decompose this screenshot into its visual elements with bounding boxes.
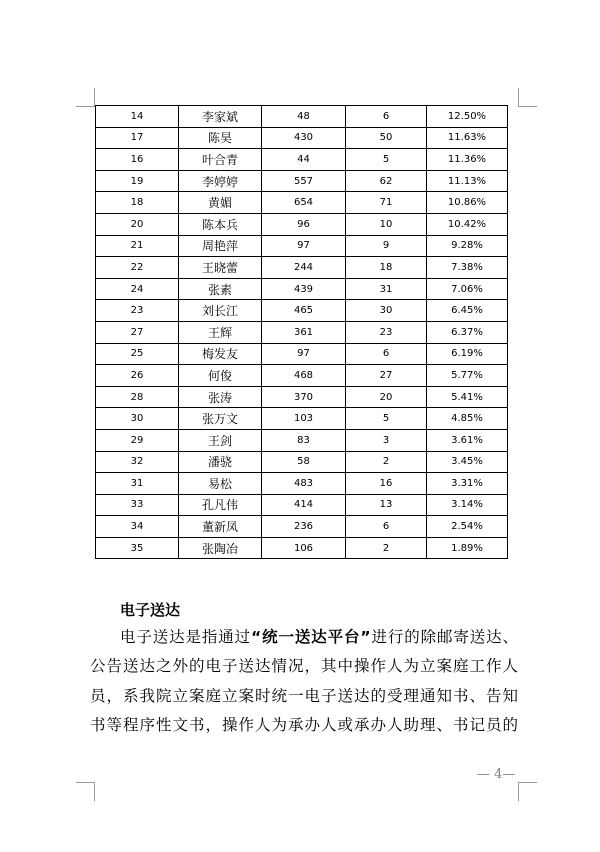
table-row [96, 429, 508, 451]
cell-count: 20 [346, 386, 427, 408]
cell-total: 58 [262, 451, 346, 473]
cell-name: 何俊 [179, 365, 262, 387]
cell-total: 483 [262, 473, 346, 495]
table-row [96, 473, 508, 495]
cell-name: 王晓蕾 [179, 257, 262, 279]
cell-name: 周艳萍 [179, 235, 262, 257]
cell-rate: 7.38% [427, 257, 508, 279]
table-row [96, 451, 508, 473]
cell-id: 31 [96, 473, 179, 495]
cell-rate: 3.14% [427, 494, 508, 516]
cell-rate: 3.31% [427, 473, 508, 495]
crop-mark-top-right [518, 88, 537, 107]
cell-name: 董新凤 [179, 516, 262, 538]
cell-count: 27 [346, 365, 427, 387]
table-row [96, 386, 508, 408]
table-row [96, 106, 508, 128]
platform-name-bold: “统一送达平台” [251, 628, 371, 646]
cell-count: 5 [346, 149, 427, 171]
cell-count: 2 [346, 537, 427, 559]
paragraph-line-4: 书等程序性文书，操作人为承办人或承办人助理、书记员的 [90, 716, 518, 734]
cell-name: 张陶冶 [179, 537, 262, 559]
cell-id: 35 [96, 537, 179, 559]
cell-total: 439 [262, 278, 346, 300]
cell-id: 23 [96, 300, 179, 322]
cell-total: 370 [262, 386, 346, 408]
cell-count: 16 [346, 473, 427, 495]
page-number: — 4— [477, 767, 516, 782]
cell-count: 2 [346, 451, 427, 473]
cell-rate: 10.86% [427, 192, 508, 214]
cell-total: 361 [262, 321, 346, 343]
table-row [96, 300, 508, 322]
table-row [96, 343, 508, 365]
table-row [96, 408, 508, 430]
cell-count: 23 [346, 321, 427, 343]
cell-rate: 3.45% [427, 451, 508, 473]
cell-name: 叶合青 [179, 149, 262, 171]
cell-name: 李婷婷 [179, 170, 262, 192]
cell-total: 430 [262, 127, 346, 149]
line1-text-after: 进行的除邮寄送达、 [370, 628, 518, 646]
cell-total: 414 [262, 494, 346, 516]
cell-id: 25 [96, 343, 179, 365]
table-row [96, 365, 508, 387]
cell-name: 潘骁 [179, 451, 262, 473]
cell-rate: 6.19% [427, 343, 508, 365]
cell-rate: 10.42% [427, 213, 508, 235]
cell-id: 18 [96, 192, 179, 214]
cell-id: 17 [96, 127, 179, 149]
cell-name: 陈本兵 [179, 213, 262, 235]
paragraph-line-1 [90, 623, 518, 653]
cell-id: 24 [96, 278, 179, 300]
cell-count: 71 [346, 192, 427, 214]
cell-rate: 12.50% [427, 106, 508, 128]
crop-mark-top-left [76, 88, 95, 107]
cell-rate: 3.61% [427, 429, 508, 451]
table-row [96, 494, 508, 516]
cell-id: 16 [96, 149, 179, 171]
ranking-table-body [96, 106, 508, 559]
cell-rate: 11.63% [427, 127, 508, 149]
cell-count: 6 [346, 343, 427, 365]
section-heading: 电子送达 [120, 601, 181, 619]
cell-name: 刘长江 [179, 300, 262, 322]
cell-name: 王辉 [179, 321, 262, 343]
cell-total: 83 [262, 429, 346, 451]
cell-rate: 6.37% [427, 321, 508, 343]
cell-name: 王剑 [179, 429, 262, 451]
cell-name: 张涛 [179, 386, 262, 408]
cell-rate: 1.89% [427, 537, 508, 559]
table-row [96, 516, 508, 538]
cell-id: 32 [96, 451, 179, 473]
cell-rate: 11.36% [427, 149, 508, 171]
cell-rate: 11.13% [427, 170, 508, 192]
cell-count: 6 [346, 516, 427, 538]
ranking-table [95, 105, 508, 559]
cell-id: 28 [96, 386, 179, 408]
cell-id: 22 [96, 257, 179, 279]
cell-id: 21 [96, 235, 179, 257]
paragraph-line-3: 员，系我院立案庭立案时统一电子送达的受理通知书、告知 [90, 687, 518, 705]
cell-total: 557 [262, 170, 346, 192]
crop-mark-bottom-right [518, 782, 537, 801]
cell-rate: 9.28% [427, 235, 508, 257]
table-row [96, 321, 508, 343]
cell-total: 244 [262, 257, 346, 279]
cell-id: 26 [96, 365, 179, 387]
cell-rate: 7.06% [427, 278, 508, 300]
cell-name: 李家斌 [179, 106, 262, 128]
cell-rate: 5.77% [427, 365, 508, 387]
cell-count: 30 [346, 300, 427, 322]
cell-count: 13 [346, 494, 427, 516]
cell-total: 48 [262, 106, 346, 128]
cell-id: 14 [96, 106, 179, 128]
cell-rate: 2.54% [427, 516, 508, 538]
cell-name: 陈昊 [179, 127, 262, 149]
paragraph-line-2: 公告送达之外的电子送达情况，其中操作人为立案庭工作人 [90, 657, 518, 675]
cell-id: 29 [96, 429, 179, 451]
cell-total: 236 [262, 516, 346, 538]
cell-count: 5 [346, 408, 427, 430]
cell-id: 34 [96, 516, 179, 538]
cell-count: 50 [346, 127, 427, 149]
cell-total: 106 [262, 537, 346, 559]
table-row [96, 170, 508, 192]
table-row [96, 278, 508, 300]
cell-id: 27 [96, 321, 179, 343]
table-row [96, 127, 508, 149]
cell-name: 孔凡伟 [179, 494, 262, 516]
cell-count: 3 [346, 429, 427, 451]
cell-count: 10 [346, 213, 427, 235]
crop-mark-bottom-left [76, 782, 95, 801]
line1-text-before: 电子送达是指通过 [120, 628, 252, 646]
cell-count: 18 [346, 257, 427, 279]
cell-id: 30 [96, 408, 179, 430]
cell-total: 97 [262, 343, 346, 365]
cell-rate: 4.85% [427, 408, 508, 430]
cell-name: 黄媚 [179, 192, 262, 214]
cell-name: 易松 [179, 473, 262, 495]
cell-name: 梅发友 [179, 343, 262, 365]
cell-count: 62 [346, 170, 427, 192]
cell-total: 468 [262, 365, 346, 387]
cell-total: 44 [262, 149, 346, 171]
cell-count: 31 [346, 278, 427, 300]
table-row [96, 213, 508, 235]
table-row [96, 192, 508, 214]
cell-total: 465 [262, 300, 346, 322]
cell-total: 103 [262, 408, 346, 430]
table-row [96, 537, 508, 559]
table-row [96, 149, 508, 171]
cell-id: 19 [96, 170, 179, 192]
cell-name: 张素 [179, 278, 262, 300]
table-row [96, 257, 508, 279]
cell-rate: 6.45% [427, 300, 508, 322]
cell-count: 9 [346, 235, 427, 257]
cell-rate: 5.41% [427, 386, 508, 408]
table-row [96, 235, 508, 257]
cell-count: 6 [346, 106, 427, 128]
cell-id: 20 [96, 213, 179, 235]
cell-total: 97 [262, 235, 346, 257]
cell-id: 33 [96, 494, 179, 516]
cell-name: 张万文 [179, 408, 262, 430]
cell-total: 654 [262, 192, 346, 214]
cell-total: 96 [262, 213, 346, 235]
